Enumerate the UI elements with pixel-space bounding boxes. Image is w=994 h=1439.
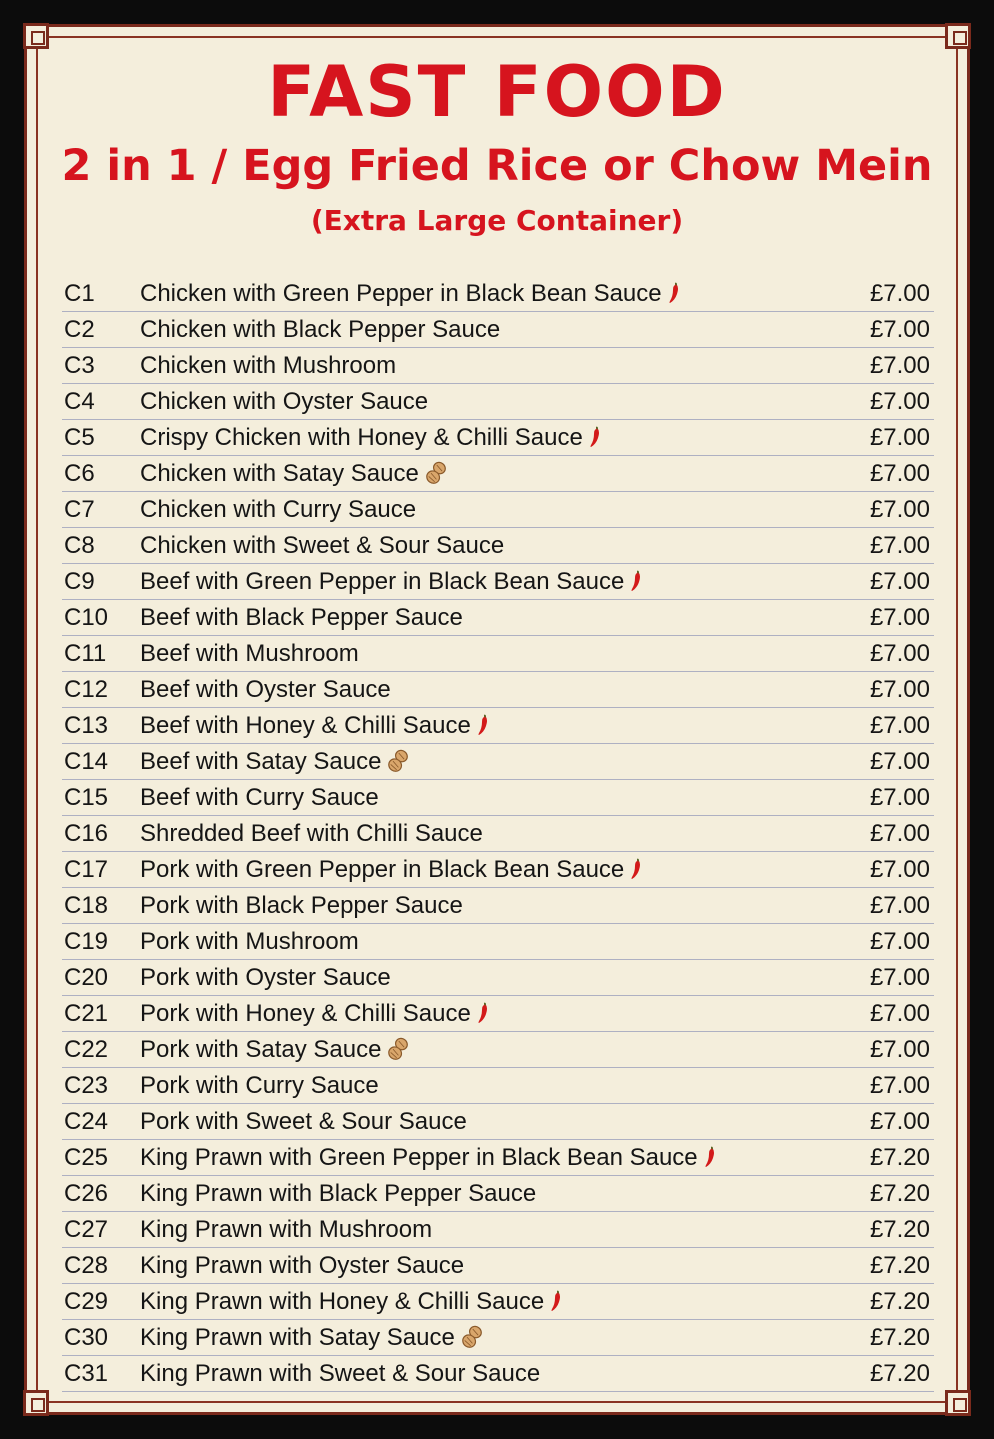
item-price: £7.00 xyxy=(869,928,930,955)
menu-item-row-c10 xyxy=(62,600,934,636)
item-code: C5 xyxy=(64,424,95,451)
item-name-text: Pork with Green Pepper in Black Bean Sauce xyxy=(140,856,625,883)
menu-item-row-c31 xyxy=(62,1356,934,1392)
menu-item-row-c6 xyxy=(62,456,934,492)
item-name-text: King Prawn with Honey & Chilli Sauce xyxy=(140,1288,545,1315)
item-code: C12 xyxy=(64,676,109,703)
item-price: £7.20 xyxy=(869,1180,930,1207)
item-name-text: Chicken with Green Pepper in Black Bean Sauce xyxy=(140,280,662,307)
item-price: £7.00 xyxy=(869,892,930,919)
menu-item-row-c27 xyxy=(62,1212,934,1248)
item-price: £7.00 xyxy=(869,568,930,595)
menu-item-row-c18 xyxy=(62,888,934,924)
peanut-icon xyxy=(461,1325,483,1349)
item-name-text: Beef with Oyster Sauce xyxy=(140,676,391,703)
item-code: C16 xyxy=(64,820,109,847)
menu-item-row-c4 xyxy=(62,384,934,420)
item-name-text: King Prawn with Mushroom xyxy=(140,1216,433,1243)
corner-ornament-icon xyxy=(23,1390,49,1416)
item-name-text: Pork with Curry Sauce xyxy=(140,1072,379,1099)
item-code: C22 xyxy=(64,1036,109,1063)
item-code: C24 xyxy=(64,1108,109,1135)
item-name-text: Pork with Honey & Chilli Sauce xyxy=(140,1000,471,1027)
peanut-icon xyxy=(387,749,409,773)
item-price: £7.00 xyxy=(869,280,930,307)
item-price: £7.00 xyxy=(869,388,930,415)
peanut-icon xyxy=(425,461,447,485)
item-code: C18 xyxy=(64,892,109,919)
chilli-icon xyxy=(550,1290,562,1312)
chilli-icon xyxy=(668,282,680,304)
item-code: C2 xyxy=(64,316,95,343)
item-code: C10 xyxy=(64,604,109,631)
item-code: C14 xyxy=(64,748,109,775)
item-code: C13 xyxy=(64,712,109,739)
item-name-text: Beef with Satay Sauce xyxy=(140,748,382,775)
item-name-text: Chicken with Mushroom xyxy=(140,352,397,379)
item-code: C19 xyxy=(64,928,109,955)
item-code: C29 xyxy=(64,1288,109,1315)
item-price: £7.20 xyxy=(869,1216,930,1243)
menu-item-row-c23 xyxy=(62,1068,934,1104)
item-code: C7 xyxy=(64,496,95,523)
item-name xyxy=(140,604,463,632)
item-name-text: King Prawn with Satay Sauce xyxy=(140,1324,455,1351)
item-price: £7.00 xyxy=(869,676,930,703)
item-name xyxy=(140,568,642,596)
menu-item-row-c12 xyxy=(62,672,934,708)
chilli-icon xyxy=(477,1002,489,1024)
item-name xyxy=(140,964,391,992)
item-name xyxy=(140,532,504,560)
item-name-text: King Prawn with Green Pepper in Black Bean Sauce xyxy=(140,1144,698,1171)
item-price: £7.00 xyxy=(869,352,930,379)
menu-item-row-c11 xyxy=(62,636,934,672)
item-name-text: Shredded Beef with Chilli Sauce xyxy=(140,820,483,847)
menu-list xyxy=(62,276,934,1392)
menu-item-row-c22 xyxy=(62,1032,934,1068)
item-price: £7.00 xyxy=(869,460,930,487)
item-name-text: Pork with Sweet & Sour Sauce xyxy=(140,1108,467,1135)
corner-ornament-icon xyxy=(23,23,49,49)
menu-item-row-c15 xyxy=(62,780,934,816)
item-price: £7.00 xyxy=(869,496,930,523)
item-name xyxy=(140,856,642,884)
item-price: £7.20 xyxy=(869,1252,930,1279)
item-name-text: Beef with Honey & Chilli Sauce xyxy=(140,712,471,739)
item-name-text: Chicken with Sweet & Sour Sauce xyxy=(140,532,505,559)
item-name xyxy=(140,640,359,668)
menu-item-row-c5 xyxy=(62,420,934,456)
item-name xyxy=(140,496,416,524)
item-name-text: Chicken with Oyster Sauce xyxy=(140,388,429,415)
item-name-text: Beef with Mushroom xyxy=(140,640,359,667)
item-code: C27 xyxy=(64,1216,109,1243)
menu-item-row-c8 xyxy=(62,528,934,564)
item-name-text: King Prawn with Sweet & Sour Sauce xyxy=(140,1360,541,1387)
item-name xyxy=(140,280,680,308)
container-note: (Extra Large Container) xyxy=(310,204,684,237)
item-code: C9 xyxy=(64,568,95,595)
item-name xyxy=(140,748,409,776)
item-name-text: Chicken with Black Pepper Sauce xyxy=(140,316,501,343)
item-code: C25 xyxy=(64,1144,109,1171)
item-name-text: King Prawn with Black Pepper Sauce xyxy=(140,1180,537,1207)
corner-ornament-icon xyxy=(945,1390,971,1416)
menu-item-row-c16 xyxy=(62,816,934,852)
item-code: C11 xyxy=(64,640,107,667)
menu-item-row-c29 xyxy=(62,1284,934,1320)
item-name-text: Chicken with Curry Sauce xyxy=(140,496,417,523)
item-price: £7.00 xyxy=(869,316,930,343)
menu-item-row-c1 xyxy=(62,276,934,312)
item-name xyxy=(140,460,447,488)
menu-item-row-c20 xyxy=(62,960,934,996)
item-name xyxy=(140,928,359,956)
item-name xyxy=(140,352,396,380)
item-price: £7.00 xyxy=(869,712,930,739)
item-name xyxy=(140,1108,467,1136)
item-name xyxy=(140,1180,536,1208)
item-name xyxy=(140,784,379,812)
item-code: C1 xyxy=(64,280,95,307)
corner-ornament-icon xyxy=(945,23,971,49)
menu-item-row-c14 xyxy=(62,744,934,780)
item-name-text: Beef with Green Pepper in Black Bean Sauce xyxy=(140,568,625,595)
item-name xyxy=(140,1216,432,1244)
item-price: £7.00 xyxy=(869,1036,930,1063)
menu-item-row-c24 xyxy=(62,1104,934,1140)
item-name-text: Beef with Curry Sauce xyxy=(140,784,379,811)
item-code: C3 xyxy=(64,352,95,379)
item-name xyxy=(140,1252,464,1280)
item-name xyxy=(140,424,601,452)
item-name-text: Crispy Chicken with Honey & Chilli Sauce xyxy=(140,424,583,451)
item-name-text: Beef with Black Pepper Sauce xyxy=(140,604,463,631)
chilli-icon xyxy=(589,426,601,448)
item-name xyxy=(140,1144,716,1172)
item-name-text: Pork with Satay Sauce xyxy=(140,1036,382,1063)
item-price: £7.00 xyxy=(869,856,930,883)
item-code: C4 xyxy=(64,388,95,415)
peanut-icon xyxy=(387,1037,409,1061)
item-name xyxy=(140,1000,489,1028)
item-price: £7.00 xyxy=(869,604,930,631)
item-code: C30 xyxy=(64,1324,109,1351)
item-price: £7.20 xyxy=(869,1144,930,1171)
chilli-icon xyxy=(630,858,642,880)
item-price: £7.00 xyxy=(869,784,930,811)
menu-item-row-c30 xyxy=(62,1320,934,1356)
item-name xyxy=(140,1036,409,1064)
item-price: £7.00 xyxy=(869,1000,930,1027)
item-price: £7.20 xyxy=(869,1324,930,1351)
item-code: C15 xyxy=(64,784,109,811)
menu-item-row-c13 xyxy=(62,708,934,744)
page-subtitle: 2 in 1 / Egg Fried Rice or Chow Mein xyxy=(61,141,933,191)
item-code: C8 xyxy=(64,532,95,559)
item-name-text: Pork with Mushroom xyxy=(140,928,359,955)
chilli-icon xyxy=(704,1146,716,1168)
item-price: £7.00 xyxy=(869,640,930,667)
menu-item-row-c2 xyxy=(62,312,934,348)
item-price: £7.00 xyxy=(869,964,930,991)
item-price: £7.00 xyxy=(869,532,930,559)
item-code: C31 xyxy=(64,1360,109,1387)
item-name xyxy=(140,1072,379,1100)
item-code: C17 xyxy=(64,856,109,883)
item-price: £7.20 xyxy=(869,1288,930,1315)
menu-item-row-c3 xyxy=(62,348,934,384)
item-name xyxy=(140,892,463,920)
item-code: C20 xyxy=(64,964,109,991)
item-name xyxy=(140,1324,483,1352)
item-code: C21 xyxy=(64,1000,109,1027)
item-name xyxy=(140,316,500,344)
menu-item-row-c9 xyxy=(62,564,934,600)
item-price: £7.00 xyxy=(869,820,930,847)
item-name-text: Pork with Black Pepper Sauce xyxy=(140,892,463,919)
page-title: FAST FOOD xyxy=(267,51,727,133)
menu-item-row-c25 xyxy=(62,1140,934,1176)
item-price: £7.00 xyxy=(869,748,930,775)
item-price: £7.00 xyxy=(869,1072,930,1099)
item-name xyxy=(140,676,391,704)
item-name xyxy=(140,712,489,740)
chilli-icon xyxy=(477,714,489,736)
item-price: £7.00 xyxy=(869,424,930,451)
item-code: C23 xyxy=(64,1072,109,1099)
menu-item-row-c21 xyxy=(62,996,934,1032)
item-name-text: Pork with Oyster Sauce xyxy=(140,964,391,991)
item-name xyxy=(140,1288,562,1316)
item-code: C28 xyxy=(64,1252,109,1279)
menu-item-row-c7 xyxy=(62,492,934,528)
item-name-text: Chicken with Satay Sauce xyxy=(140,460,419,487)
menu-item-row-c19 xyxy=(62,924,934,960)
item-name xyxy=(140,820,483,848)
item-code: C26 xyxy=(64,1180,109,1207)
menu-item-row-c28 xyxy=(62,1248,934,1284)
menu-item-row-c17 xyxy=(62,852,934,888)
item-name xyxy=(140,1360,540,1388)
item-name xyxy=(140,388,428,416)
item-price: £7.00 xyxy=(869,1108,930,1135)
chilli-icon xyxy=(630,570,642,592)
item-price: £7.20 xyxy=(869,1360,930,1387)
item-code: C6 xyxy=(64,460,95,487)
menu-item-row-c26 xyxy=(62,1176,934,1212)
item-name-text: King Prawn with Oyster Sauce xyxy=(140,1252,465,1279)
